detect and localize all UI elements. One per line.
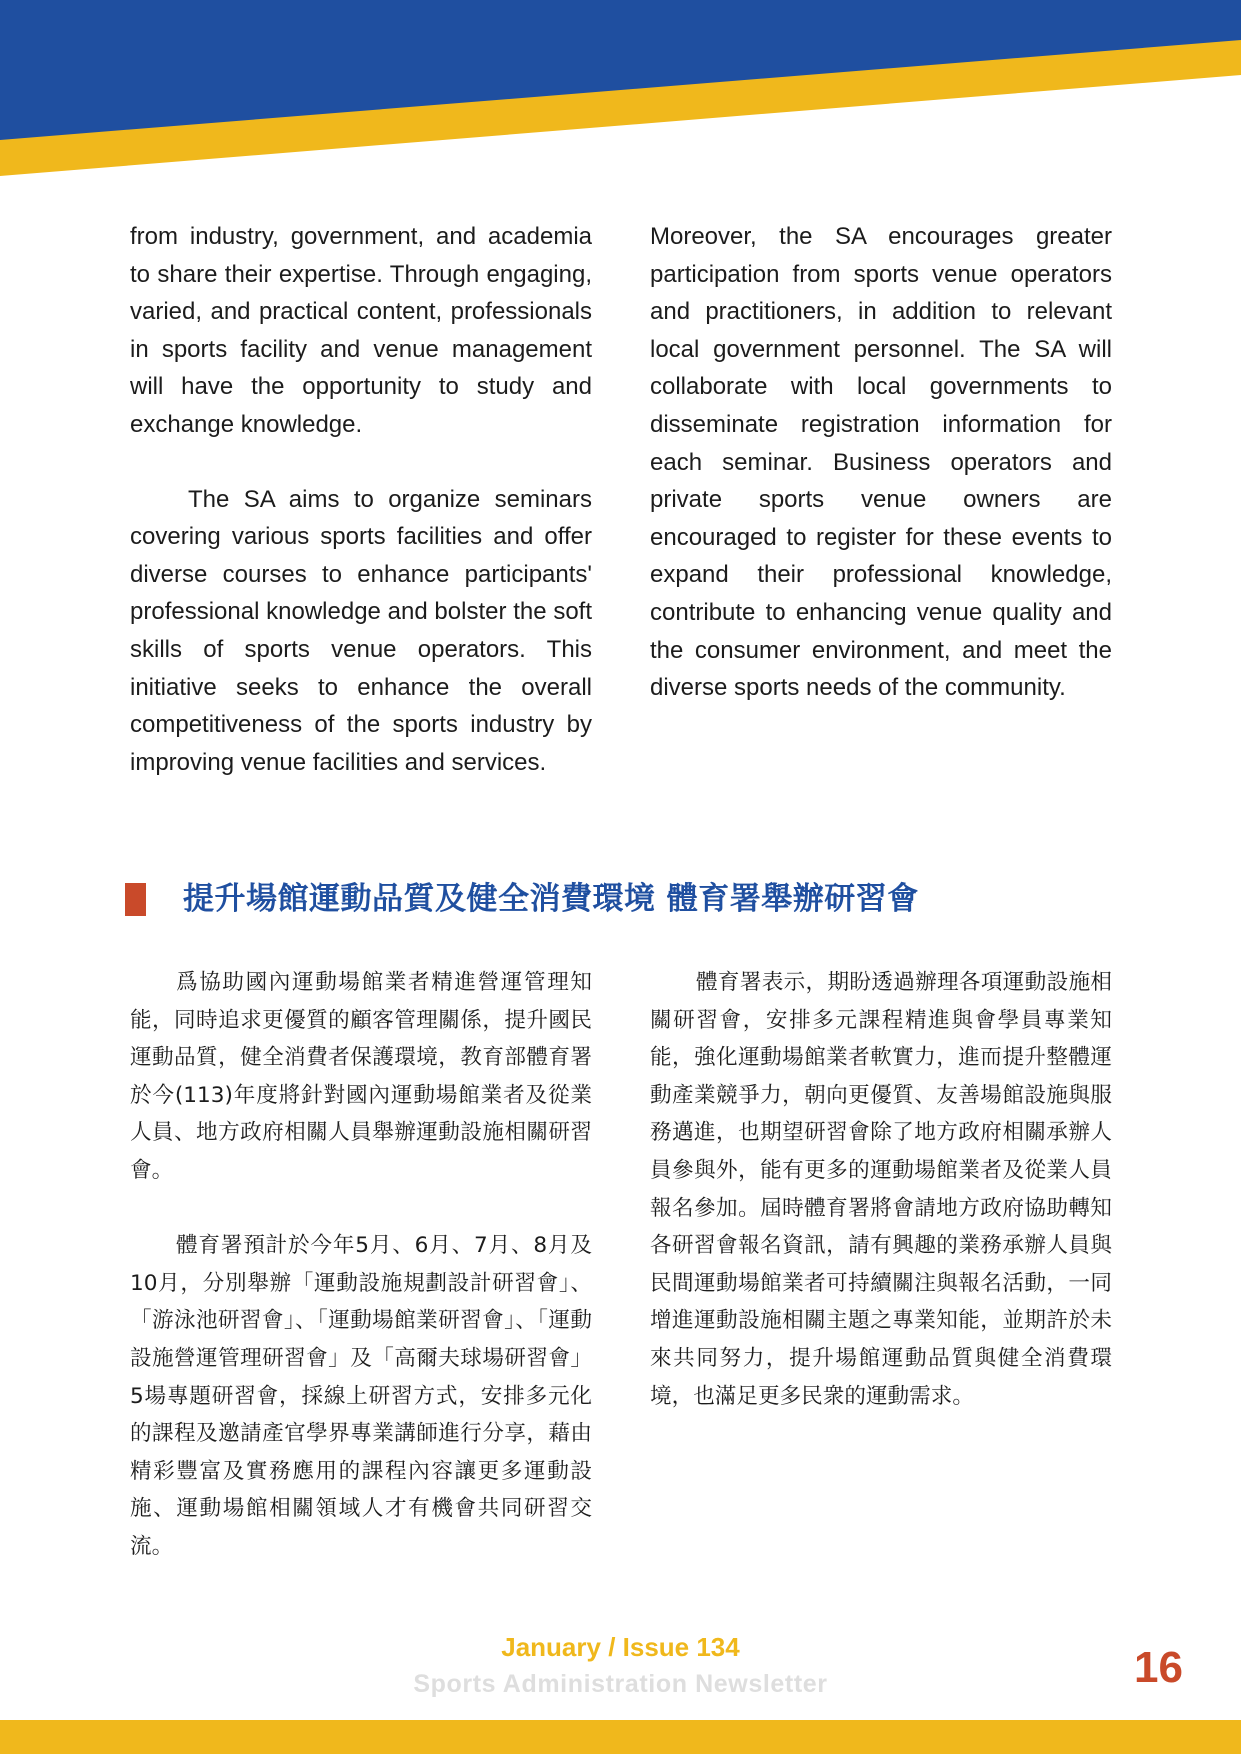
english-paragraph: from industry, government, and academia to share their expertise. Through engaging, varied, and practical content, professionals in sports facility and venue management will have the opportunity to study and exchange knowledge. bbox=[130, 223, 592, 438]
heading-marker bbox=[125, 883, 146, 916]
footer-issue: January / Issue 134 bbox=[501, 1632, 740, 1662]
heading-text: 提升場館運動品質及健全消費環境 體育署舉辦研習會 bbox=[183, 881, 919, 917]
footer-bar bbox=[0, 1720, 1241, 1754]
chinese-column-left bbox=[130, 964, 592, 1566]
footer-newsletter-title: Sports Administration Newsletter bbox=[413, 1670, 828, 1698]
chinese-column-right bbox=[650, 964, 1112, 1415]
chinese-paragraph: 體育署預計於今年5月、6月、7月、8月及10月，分別舉辦「運動設施規劃設計研習會」、「游泳池研習會」、「運動場館業研習會」、「運動設施營運管理研習會」及「高爾夫球場研習會」5場專題研習會，採線上研習方式，安排多元化的課程及邀請產官學界專業講師進行分享，藉由精彩豐富及實務應用的課程內容讓更多運動設施、運動場館相關領域人才有機會共同研習交流。 bbox=[130, 1233, 592, 1559]
english-paragraph: Moreover, the SA encourages greater participation from sports venue operators and practitioners, in addition to relevant local government personnel. The SA will collaborate with local governments to disseminate registration information for each seminar. Business operators and private sports venue owners are encouraged to register for these events to expand their professional knowledge, contribute to enhancing venue quality and the consumer environment, and meet the diverse sports needs of the community. bbox=[650, 223, 1112, 702]
english-paragraph: The SA aims to organize seminars covering various sports facilities and offer diverse courses to enhance participants' professional knowledge and bolster the soft skills of sports venue operators. This initiative seeks to enhance the overall competitiveness of the sports industry by improving venue facilities and services. bbox=[130, 485, 592, 776]
page-number: 16 bbox=[1134, 1643, 1183, 1692]
chinese-paragraph: 體育署表示，期盼透過辦理各項運動設施相關研習會，安排多元課程精進與會學員專業知能，強化運動場館業者軟實力，進而提升整體運動產業競爭力，朝向更優質、友善場館設施與服務邁進，也期望研習會除了地方政府相關承辦人員參與外，能有更多的運動場館業者及從業人員報名參加。屆時體育署將會請地方政府協助轉知各研習會報名資訊，請有興趣的業務承辦人員與民間運動場館業者可持續關注與報名活動，一同增進運動設施相關主題之專業知能，並期許於未來共同努力，提升場館運動品質與健全消費環境，也滿足更多民衆的運動需求。 bbox=[650, 970, 1112, 1409]
section-heading bbox=[125, 876, 1125, 922]
english-column-left bbox=[130, 218, 592, 781]
english-column-right bbox=[650, 218, 1112, 707]
header-banner bbox=[0, 0, 1241, 180]
chinese-paragraph: 爲協助國內運動場館業者精進營運管理知能，同時追求更優質的顧客管理關係，提升國民運動品質，健全消費者保護環境，教育部體育署於今(113)年度將針對國內運動場館業者及從業人員、地方政府相關人員舉辦運動設施相關研習會。 bbox=[130, 970, 592, 1183]
